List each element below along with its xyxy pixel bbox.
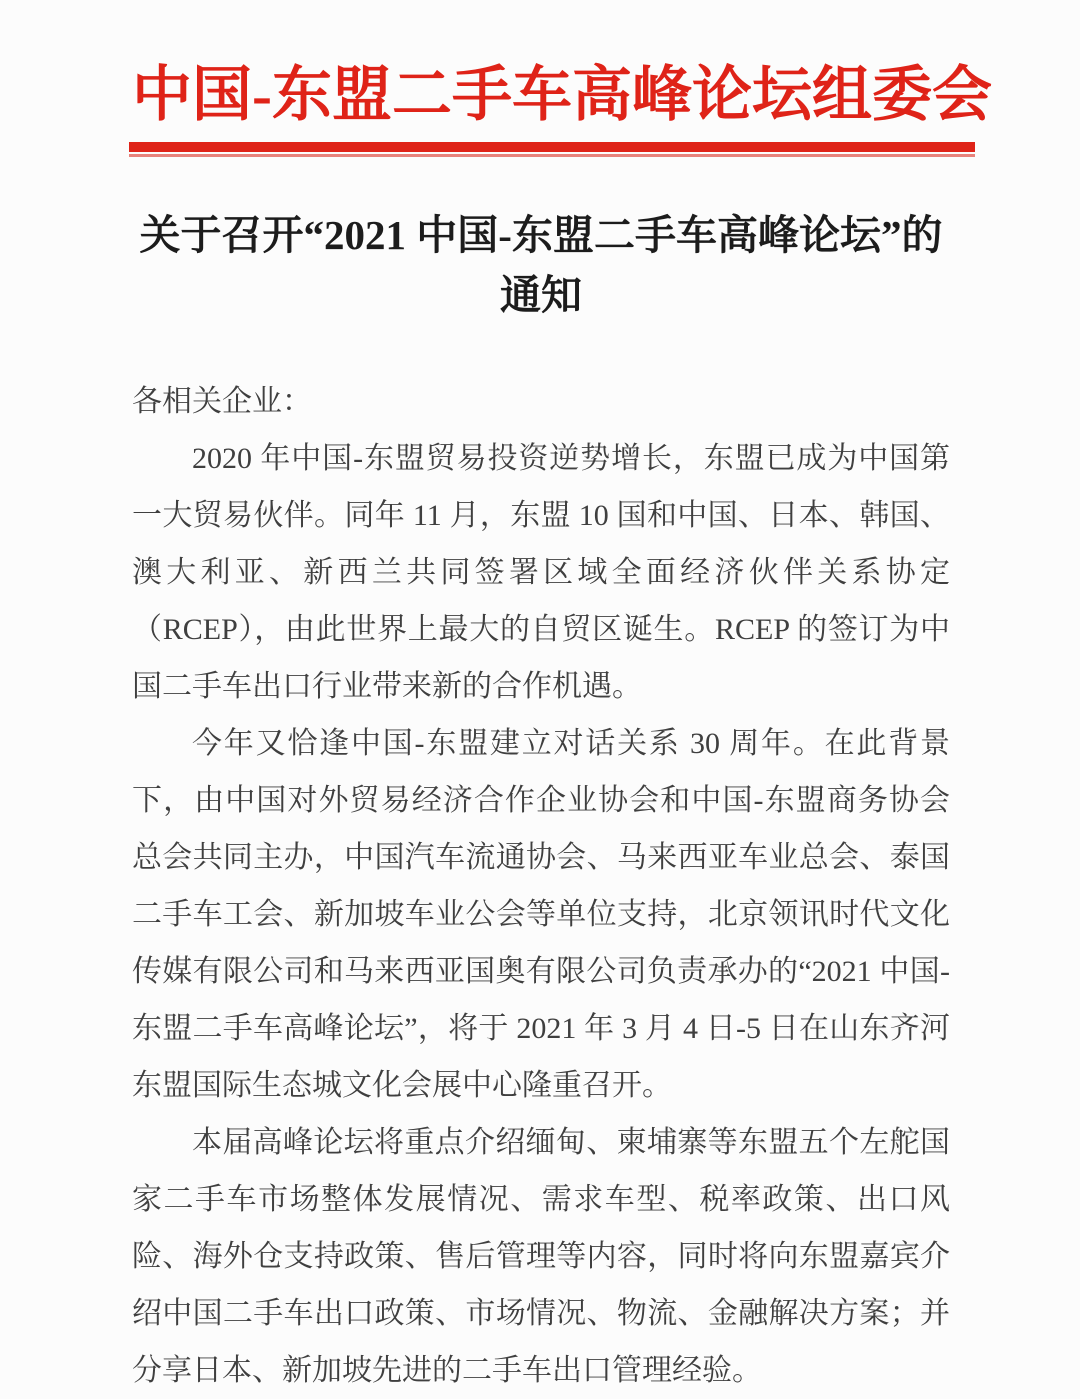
paragraph-forum-topics: 本届高峰论坛将重点介绍缅甸、柬埔寨等东盟五个左舵国家二手车市场整体发展情况、需求车型、税率政策、出口风险、海外仓支持政策、售后管理等内容，同时将向东盟嘉宾介绍中国二手车出口政策、市场情况、物流、金融解决方案；并分享日本、新加坡先进的二手车出口管理经验。 [132,1126,950,1387]
notice-title-line2: 通知 [500,272,582,318]
red-divider-thick-line [129,142,975,152]
notice-title-line1: 关于召开“2021 中国-东盟二手车高峰论坛”的 [139,212,943,258]
red-divider-thin-line [129,154,975,157]
notice-title [132,205,950,325]
paragraph-organizers-and-venue: 今年又恰逢中国-东盟建立对话关系 30 周年。在此背景下，由中国对外贸易经济合作企业协会和中国-东盟商务协会总会共同主办，中国汽车流通协会、马来西亚车业总会、泰国二手车工会、新加坡车业公会等单位支持，北京领讯时代文化传媒有限公司和马来西亚国奥有限公司负责承办的“2021 中国-东盟二手车高峰论坛”，将于 2021 年 3 月 4 日-5 日在山东齐河东盟国际生态城文化会展中心隆重召开。 [132,727,950,1102]
salutation-line: 各相关企业： [132,385,312,418]
notice-body [132,373,950,1399]
paragraph-rcep-background: 2020 年中国-东盟贸易投资逆势增长，东盟已成为中国第一大贸易伙伴。同年 11 月，东盟 10 国和中国、日本、韩国、澳大利亚、新西兰共同签署区域全面经济伙伴关系协定（RCEP），由此世界上最大的自贸区诞生。RCEP 的签订为中国二手车出口行业带来新的合作机遇。 [132,442,950,703]
committee-masthead-title: 中国-东盟二手车高峰论坛组委会 [132,62,992,128]
red-divider [129,142,975,157]
